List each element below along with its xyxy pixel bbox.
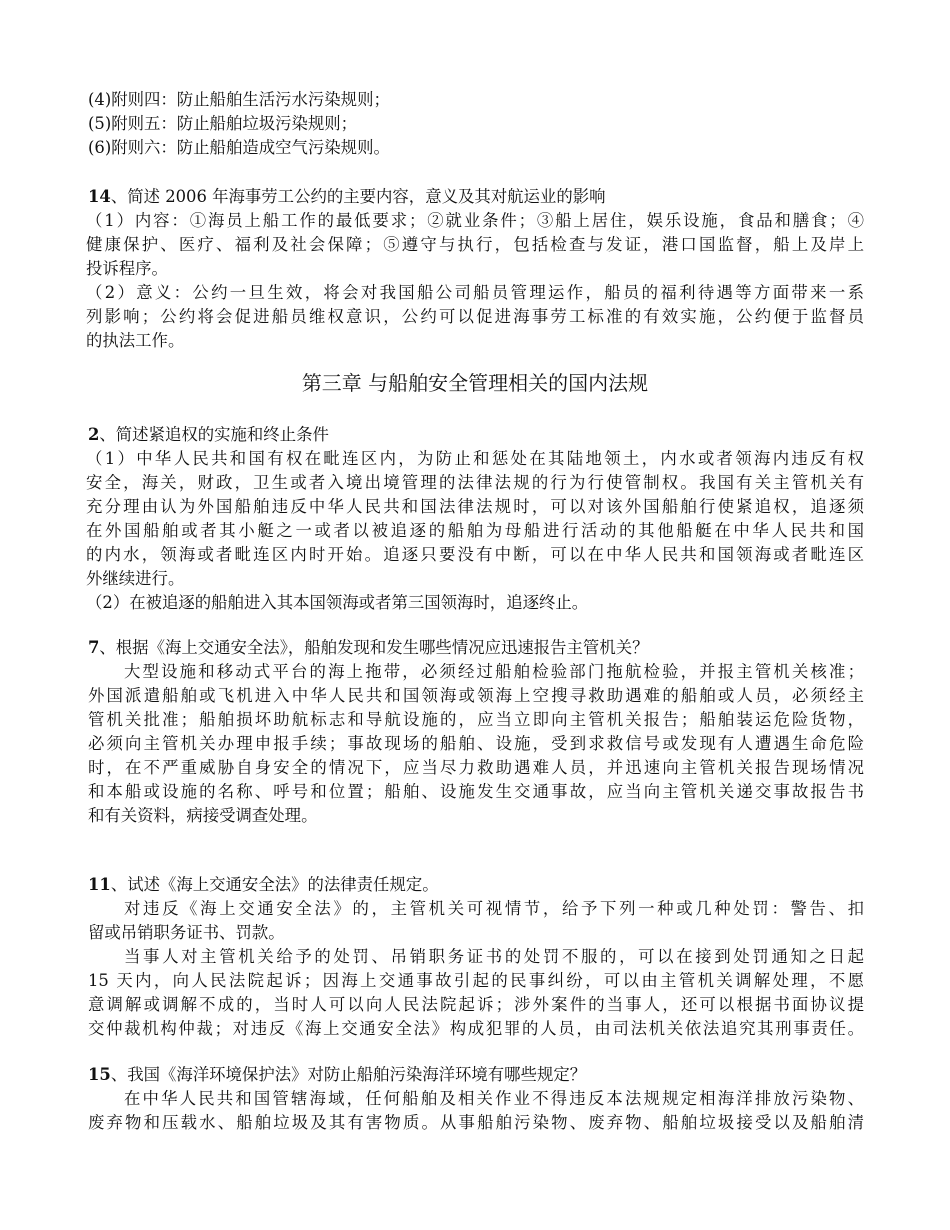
question-number: 7 <box>88 638 100 657</box>
q11-line-5: 意调解或调解不成的，当时人可以向人民法院起诉；涉外案件的当事人，还可以根据书面协议提 <box>88 995 864 1014</box>
q7-line-5: 时，在不严重威胁自身安全的情况下，应当尽力救助遇难人员，并迅速向主管机关报告现场情况 <box>88 758 864 777</box>
question-title: 、试述《海上交通安全法》的法律责任规定。 <box>110 875 439 894</box>
question-11-heading <box>88 873 864 897</box>
q2-line-7: （2）在被追逐的船舶进入其本国领海或者第三国领海时，追逐终止。 <box>86 593 589 612</box>
question-14-heading <box>88 185 864 209</box>
question-2-heading <box>88 423 864 447</box>
q15-line-1: 在中华人民共和国管辖海域，任何船舶及相关作业不得违反本法规规定相海洋排放污染物、 <box>124 1089 864 1108</box>
question-title: 、简述 2006 年海事劳工公约的主要内容，意义及其对航运业的影响 <box>110 187 606 206</box>
q2-line-5: 的内水，领海或者毗连区内时开始。追逐只要没有中断，可以在中华人民共和国领海或者毗连区 <box>86 545 864 564</box>
q14-line-4: （2）意义：公约一旦生效，将会对我国船公司船员管理运作，船员的福利待遇等方面带来一系 <box>86 283 864 302</box>
q14-line-1: （1）内容：①海员上船工作的最低要求；②就业条件；③船上居住，娱乐设施，食品和膳食；④ <box>86 211 864 230</box>
q14-line-6: 的执法工作。 <box>86 331 185 350</box>
question-15-heading <box>88 1063 864 1087</box>
annex-item-5: (5)附则五：防止船舶垃圾污染规则； <box>88 114 358 133</box>
q7-line-4: 必须向主管机关办理申报手续；事故现场的船舶、设施，受到求救信号或发现有人遭遇生命危险 <box>88 734 864 753</box>
question-number: 15 <box>88 1065 111 1084</box>
question-title: 、简述紧追权的实施和终止条件 <box>99 425 329 444</box>
question-title: 、根据《海上交通安全法》，船舶发现和发生哪些情况应迅速报告主管机关？ <box>99 638 649 657</box>
question-7-heading <box>88 636 864 660</box>
q7-line-6: 和本船或设施的名称、呼号和位置；船舶、设施发生交通事故，应当向主管机关递交事故报告书 <box>88 782 864 801</box>
annex-item-4: (4)附则四：防止船舶生活污水污染规则； <box>88 90 390 109</box>
q11-line-4: 15 天内，向人民法院起诉；因海上交通事故引起的民事纠纷，可以由主管机关调解处理，不愿 <box>88 971 864 990</box>
q2-line-6: 外继续进行。 <box>86 569 185 588</box>
q11-line-3: 当事人对主管机关给予的处罚、吊销职务证书的处罚不服的，可以在接到处罚通知之日起 <box>124 947 864 966</box>
q2-line-4: 在外国船舶或者其小艇之一或者以被追逐的船舶为母船进行活动的其他船艇在中华人民共和国 <box>86 521 864 540</box>
annex-item-6: (6)附则六：防止船舶造成空气污染规则。 <box>88 138 390 157</box>
question-title: 、我国《海洋环境保护法》对防止船舶污染海洋环境有哪些规定？ <box>110 1065 587 1084</box>
question-number: 11 <box>88 875 111 894</box>
q7-line-2: 外国派遣船舶或飞机进入中华人民共和国领海或领海上空搜寻救助遇难的船舶或人员，必须经主 <box>88 686 864 705</box>
q11-line-2: 留或吊销职务证书、罚款。 <box>88 923 285 942</box>
q14-line-3: 投诉程序。 <box>86 259 168 278</box>
chapter-title: 第三章 与船舶安全管理相关的国内法规 <box>301 371 649 395</box>
q11-line-6: 交仲裁机构仲裁；对违反《海上交通安全法》构成犯罪的人员，由司法机关依法追究其刑事责任。 <box>88 1019 864 1038</box>
q7-line-1: 大型设施和移动式平台的海上拖带，必须经过船舶检验部门拖航检验，并报主管机关核准； <box>124 662 864 681</box>
q15-line-2: 废弃物和压载水、船舶垃圾及其有害物质。从事船舶污染物、废弃物、船舶垃圾接受以及船舶清 <box>88 1113 864 1132</box>
question-number: 2 <box>88 425 100 444</box>
q2-line-1: （1）中华人民共和国有权在毗连区内，为防止和惩处在其陆地领土，内水或者领海内违反有权 <box>86 449 864 468</box>
q2-line-3: 充分理由认为外国船舶违反中华人民共和国法律法规时，可以对该外国船舶行使紧追权，追逐须 <box>86 497 864 516</box>
q7-line-3: 管机关批准；船舶损坏助航标志和导航设施的，应当立即向主管机关报告；船舶装运危险货物， <box>88 710 864 729</box>
q7-line-7: 和有关资料，病接受调查处理。 <box>88 806 318 825</box>
q14-line-5: 列影响；公约将会促进船员维权意识，公约可以促进海事劳工标准的有效实施，公约便于监督员 <box>86 307 864 326</box>
q2-line-2: 安全，海关，财政，卫生或者入境出境管理的法律法规的行为行使管制权。我国有关主管机关有 <box>86 473 864 492</box>
q14-line-2: 健康保护、医疗、福利及社会保障；⑤遵守与执行，包括检查与发证，港口国监督，船上及岸上 <box>86 235 864 254</box>
question-number: 14 <box>88 187 111 206</box>
q11-line-1: 对违反《海上交通安全法》的，主管机关可视情节，给予下列一种或几种处罚：警告、扣 <box>124 899 864 918</box>
